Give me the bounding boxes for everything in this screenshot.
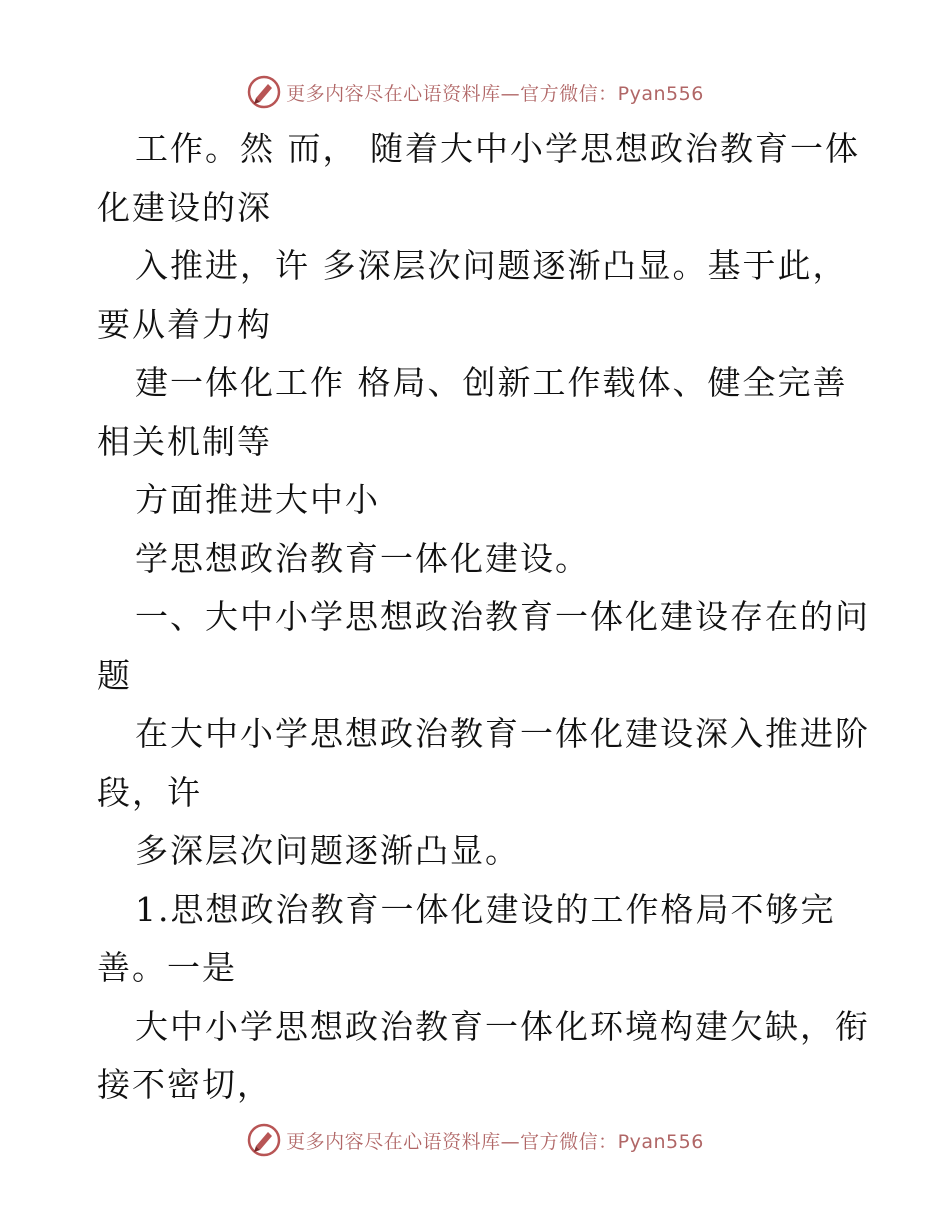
subsection-heading: 1.思想政治教育一体化建设的工作格局不够完: [135, 889, 836, 929]
document-body: [97, 120, 870, 1115]
text-line: 大中小学思想政治教育一体化环境构建欠缺，衔: [135, 1006, 870, 1046]
text-line: 要从着力构: [97, 304, 272, 344]
section-heading: 一、大中小学思想政治教育一体化建设存在的问: [135, 597, 870, 636]
text-line: 入推进，许 多深层次问题逐渐凸显。基于此，: [135, 246, 848, 285]
text-line: 工作。然 而， 随着大中小学思想政治教育一体: [135, 129, 860, 168]
text-line: 方面推进大中小: [135, 480, 380, 519]
text-line: 学思想政治教育一体化建设。: [135, 538, 590, 578]
section-heading-cont: 题: [97, 655, 132, 695]
text-line: 在大中小学思想政治教育一体化建设深入推进阶: [135, 714, 870, 753]
text-line: 建一体化工作 格局、创新工作载体、健全完善: [135, 363, 848, 402]
text-line: 段，许: [97, 772, 202, 812]
pen-logo-icon: [246, 74, 282, 110]
text-line: 接不密切，: [97, 1065, 272, 1104]
text-line: 多深层次问题逐渐凸显。: [135, 831, 520, 870]
text-line: 相关机制等: [97, 421, 272, 461]
watermark-text: 更多内容尽在心语资料库—官方微信：Pyan556: [286, 82, 704, 105]
header-watermark: [0, 72, 950, 112]
text-line: 善。一是: [97, 948, 237, 987]
watermark-text: 更多内容尽在心语资料库—官方微信：Pyan556: [286, 1130, 704, 1153]
footer-watermark: [0, 1120, 950, 1160]
text-line: 化建设的深: [97, 187, 272, 227]
pen-logo-icon: [246, 1122, 282, 1158]
